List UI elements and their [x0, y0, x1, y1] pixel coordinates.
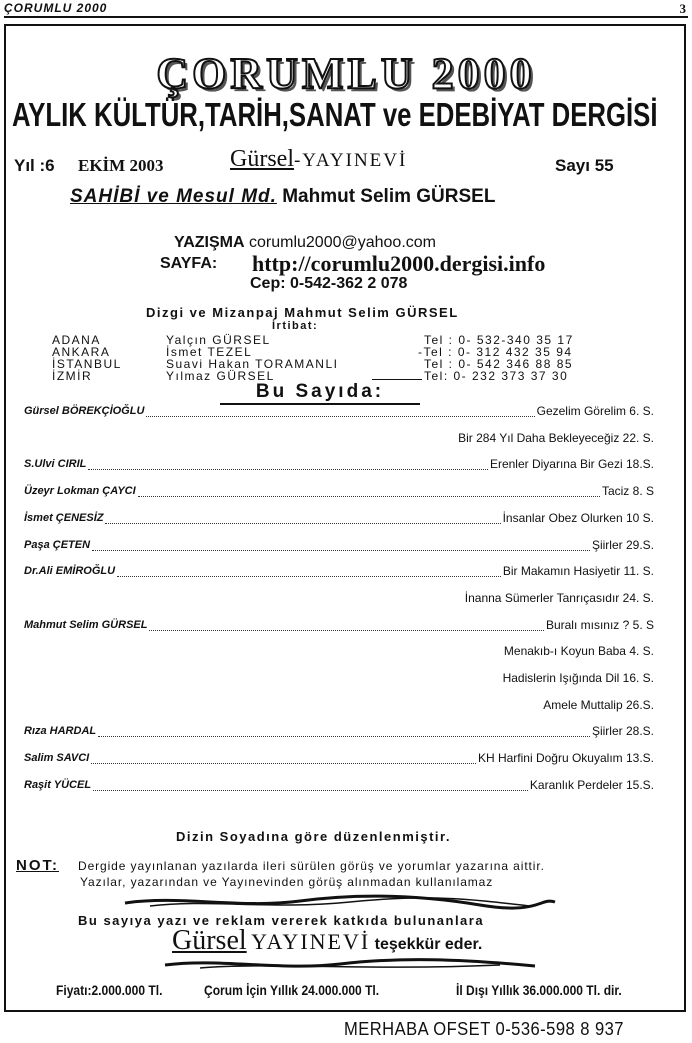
index-note: Dizin Soyadına göre düzenlenmiştir.: [176, 829, 451, 844]
price-single: Fiyatı:2.000.000 Tl.: [56, 982, 163, 998]
magazine-title: ÇORUMLU 2000: [156, 49, 536, 98]
thanks-line: Bu sayıya yazı ve reklam vererek katkıda bulunanlara: [78, 913, 485, 928]
thanks-publisher-name: Gürsel: [172, 925, 247, 956]
toc-title: Şiirler 29.S.: [591, 538, 654, 552]
liaison-name: Yalçın GÜRSEL: [166, 333, 271, 347]
year-label: Yıl :6: [14, 156, 55, 175]
toc-leader: [146, 416, 535, 417]
liaison-city: İSTANBUL: [52, 357, 122, 371]
magazine-subtitle: AYLIK KÜLTÜR,TARİH,SANAT ve EDEBİYAT DERGİSİ: [12, 96, 658, 133]
toc-title: Hadislerin Işığında Dil 16. S.: [502, 671, 654, 685]
mail-address: corumlu2000@yahoo.com: [248, 234, 436, 251]
toc-author: Paşa ÇETEN: [24, 539, 91, 551]
site-url: http://corumlu2000.dergisi.info: [252, 251, 546, 276]
toc-title: Şiirler 28.S.: [591, 724, 654, 738]
printer-footer: MERHABA OFSET 0-536-598 8 937: [344, 1019, 624, 1039]
publisher-name: Gürsel: [230, 146, 294, 172]
liaison-rule: [372, 379, 422, 380]
toc-author: Mahmut Selim GÜRSEL: [24, 619, 148, 631]
toc-leader: [93, 790, 528, 791]
site-label: SAYFA:: [160, 255, 218, 272]
toc-author: S.Ulvi CIRIL: [24, 458, 87, 470]
toc-leader: [92, 550, 590, 551]
publisher-logo: [230, 146, 407, 173]
liaison-label: İrtibat:: [272, 320, 319, 332]
liaison-phone: Tel : 0- 532-340 35 17: [424, 333, 574, 347]
layout-credit: Dizgi ve Mizanpaj Mahmut Selim GÜRSEL: [146, 305, 459, 320]
liaison-city: İZMİR: [52, 369, 93, 383]
price-abroad: İl Dışı Yıllık 36.000.000 Tl. dir.: [456, 982, 622, 998]
toc-title: KH Harfini Doğru Okuyalım 13.S.: [477, 751, 654, 765]
liaison-phone: Tel : 0- 542 346 88 85: [424, 357, 574, 371]
toc-title: Menakıb-ı Koyun Baba 4. S.: [503, 644, 654, 658]
toc-author: Dr.Ali EMİROĞLU: [24, 565, 116, 577]
toc-author: Salim SAVCI: [24, 752, 90, 764]
page-number: 3: [679, 1, 686, 16]
toc-author: Gürsel BÖREKÇİOĞLU: [24, 405, 145, 417]
toc-leader: [91, 763, 476, 764]
liaison-city: ANKARA: [52, 345, 111, 359]
thanks-publisher-suffix: YAYINEVİ: [251, 929, 371, 954]
header-rule: [4, 16, 688, 18]
toc-title: Erenler Diyarına Bir Gezi 18.S.: [489, 457, 654, 471]
toc-title: Buralı mısınız ? 5. S: [545, 618, 654, 632]
thanks-end: teşekkür eder.: [374, 936, 483, 953]
ornament-bottom: [160, 957, 540, 973]
toc-title: Gezelim Görelim 6. S.: [536, 404, 654, 418]
toc-title: İnanna Sümerler Tanrıçasıdır 24. S.: [464, 591, 654, 605]
toc-leader: [149, 630, 544, 631]
toc-leader: [138, 496, 600, 497]
note-line-1: Dergide yayınlanan yazılarda ileri sürülen görüş ve yorumlar yazarına aittir.: [78, 859, 545, 873]
mobile-phone: Cep: 0-542-362 2 078: [250, 275, 408, 292]
toc-leader: [98, 736, 590, 737]
toc-author: Üzeyr Lokman ÇAYCI: [24, 485, 136, 497]
toc-author: İsmet ÇENESİZ: [24, 512, 104, 524]
liaison-phone: -Tel : 0- 312 432 35 94: [418, 345, 573, 359]
note-label: NOT:: [16, 857, 59, 874]
toc-leader: [117, 576, 501, 577]
toc-leader: [88, 469, 488, 470]
liaison-city: ADANA: [52, 333, 101, 347]
liaison-name: İsmet TEZEL: [166, 345, 253, 359]
liaison-name: Yılmaz GÜRSEL: [166, 369, 275, 383]
mail-label: YAZIŞMA: [174, 234, 245, 251]
toc-title: İnsanlar Obez Olurken 10 S.: [502, 511, 654, 525]
toc-author: Rıza HARDAL: [24, 725, 97, 737]
publisher-suffix: -YAYINEVİ: [293, 150, 408, 171]
toc-author: Raşit YÜCEL: [24, 779, 92, 791]
toc-title: Bir 284 Yıl Daha Bekleyeceğiz 22. S.: [458, 431, 654, 445]
toc-title: Taciz 8. S: [601, 484, 654, 498]
toc-heading: Bu Sayıda:: [220, 381, 420, 405]
owner-label: SAHİBİ ve Mesul Md.: [70, 186, 277, 207]
owner-line: [70, 186, 495, 208]
toc-leader: [105, 523, 501, 524]
liaison-name: Suavi Hakan TORAMANLI: [166, 357, 339, 371]
thanks-publisher-logo: [172, 925, 482, 957]
toc-title: Amele Muttalip 26.S.: [543, 698, 654, 712]
issue-number: Sayı 55: [555, 156, 614, 175]
price-local: Çorum İçin Yıllık 24.000.000 Tl.: [204, 982, 380, 998]
owner-name: Mahmut Selim GÜRSEL: [282, 186, 496, 207]
liaison-phone: Tel: 0- 232 373 37 30: [424, 369, 569, 383]
toc-title: Bir Makamın Hasiyetir 11. S.: [502, 564, 654, 578]
note-line-2: Yazılar, yazarından ve Yayınevinden görüş alınmadan kullanılamaz: [80, 875, 494, 889]
issue-date: EKİM 2003: [78, 156, 164, 175]
running-header-brand: ÇORUMLU 2000: [4, 1, 108, 15]
mail-line: [174, 234, 436, 252]
toc-title: Karanlık Perdeler 15.S.: [529, 778, 654, 792]
ornament-top: [120, 893, 560, 911]
